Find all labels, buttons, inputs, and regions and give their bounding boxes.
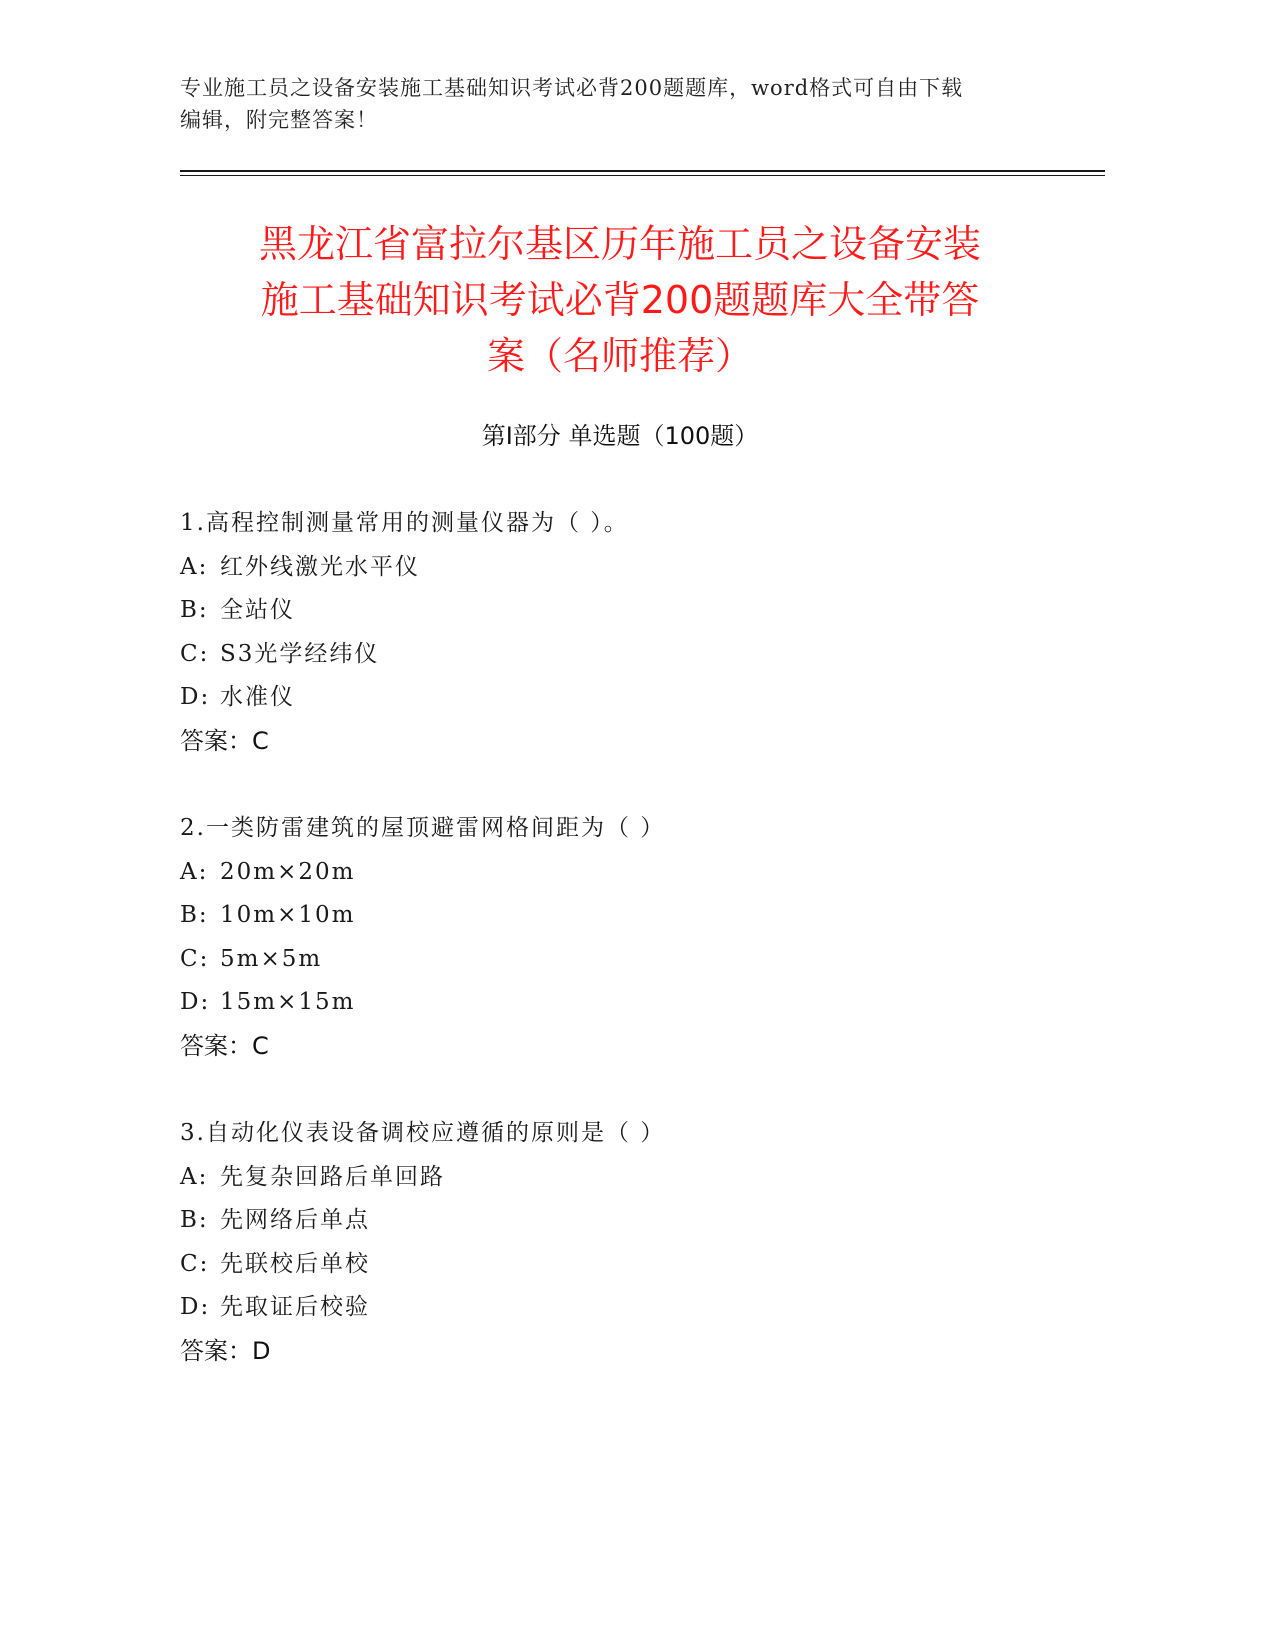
document-title-line-3: 案（名师推荐） (486, 334, 753, 378)
option-a (180, 1156, 1080, 1200)
option-letter: C: (180, 945, 210, 972)
question-block-1 (180, 502, 1080, 763)
option-text: 先取证后校验 (220, 1294, 370, 1320)
option-letter: B: (180, 597, 209, 623)
question-stem: 3.自动化仪表设备调校应遵循的原则是（ ） (180, 1120, 666, 1146)
question-block-2 (180, 807, 1080, 1068)
option-text: 先联校后单校 (220, 1250, 370, 1277)
header-note-line-1: 专业施工员之设备安装施工基础知识考试必背200题题库，word格式可自由下载 (180, 76, 964, 100)
option-text: 水准仪 (220, 684, 295, 710)
option-d (180, 1286, 1080, 1330)
document-title (180, 216, 1060, 384)
option-a (180, 851, 1080, 895)
option-text: 20m×20m (220, 858, 356, 885)
option-letter: C: (180, 1250, 210, 1277)
option-text: 5m×5m (220, 945, 323, 972)
option-text: S3光学经纬仪 (220, 640, 380, 667)
question-stem: 1.高程控制测量常用的测量仪器为（ ）。 (180, 510, 629, 536)
option-text: 15m×15m (220, 989, 356, 1015)
option-text: 10m×10m (220, 902, 356, 928)
option-c (180, 938, 1080, 982)
option-letter: D: (180, 989, 211, 1015)
option-b (180, 589, 1080, 633)
option-c (180, 1243, 1080, 1287)
header-divider-thick (180, 170, 1105, 172)
option-letter: C: (180, 640, 210, 667)
option-letter: B: (180, 1207, 209, 1233)
document-title-line-1: 黑龙江省富拉尔基区历年施工员之设备安装 (258, 222, 981, 266)
question-block-3 (180, 1112, 1080, 1373)
answer-label: 答案：C (180, 1031, 269, 1060)
option-b (180, 1199, 1080, 1243)
option-letter: D: (180, 1294, 211, 1320)
header-note-line-2: 编辑，附完整答案！ (180, 108, 378, 132)
document-title-line-2: 施工基础知识考试必背200题题库大全带答 (260, 278, 980, 322)
option-letter: A: (180, 553, 209, 580)
header-note (180, 72, 1040, 136)
option-d (180, 676, 1080, 720)
option-d (180, 981, 1080, 1025)
option-b (180, 894, 1080, 938)
option-letter: A: (180, 858, 209, 885)
option-letter: B: (180, 902, 209, 928)
question-stem: 2.一类防雷建筑的屋顶避雷网格间距为（ ） (180, 815, 666, 841)
option-letter: D: (180, 684, 211, 710)
answer-label: 答案：C (180, 726, 269, 755)
option-c (180, 633, 1080, 677)
option-letter: A: (180, 1163, 209, 1190)
answer-label: 答案：D (180, 1336, 271, 1365)
option-text: 红外线激光水平仪 (220, 553, 420, 580)
section-heading: 第Ⅰ部分 单选题（100题） (481, 422, 759, 450)
option-text: 先网络后单点 (220, 1207, 370, 1233)
option-text: 全站仪 (220, 597, 295, 623)
header-divider-thin (180, 175, 1105, 176)
option-text: 先复杂回路后单回路 (220, 1163, 445, 1190)
option-a (180, 546, 1080, 590)
